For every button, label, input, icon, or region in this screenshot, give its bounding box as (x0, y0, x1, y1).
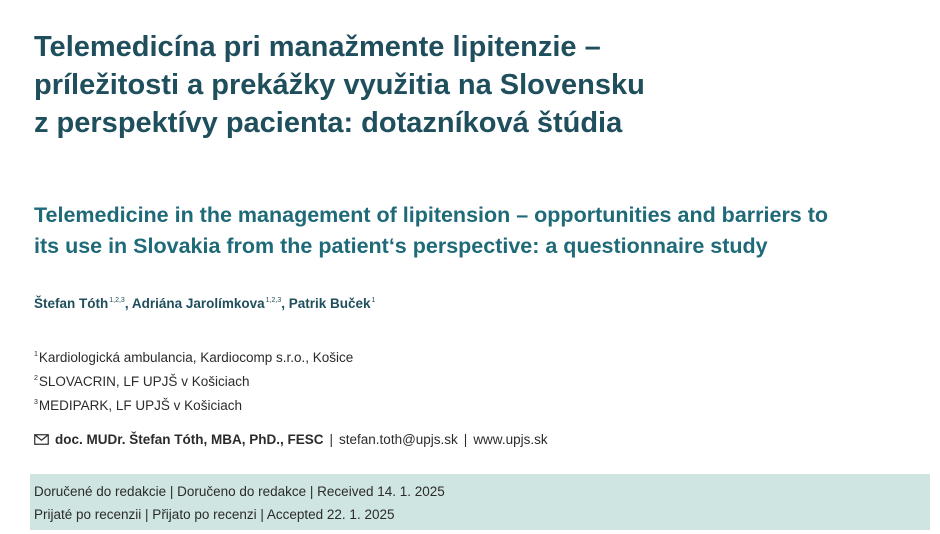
envelope-icon (34, 434, 49, 445)
author-list (34, 296, 375, 311)
affiliation-number: 3 (34, 399, 38, 406)
author-affiliation-marker: 1 (371, 297, 376, 304)
author-name: Štefan Tóth (34, 296, 109, 311)
author-separator: , (281, 296, 289, 311)
title-line: z perspektívy pacienta: dotazníková štúdia (34, 107, 623, 139)
author-affiliation-marker: 1,2,3 (109, 297, 125, 304)
affiliation-item (34, 344, 353, 368)
affiliation-list (34, 344, 353, 416)
contact-separator: | (329, 432, 334, 447)
affiliation-item (34, 392, 353, 416)
title-line: príležitosti a prekážky využitia na Slovensku (34, 69, 645, 101)
title-line: Telemedicína pri manažmente lipitenzie – (34, 31, 601, 63)
corresponding-author (34, 432, 548, 447)
author-affiliation-marker: 1,2,3 (265, 297, 282, 304)
author-name: Patrik Buček (288, 296, 371, 311)
subtitle-line: Telemedicine in the management of lipitension – opportunities and barriers to (34, 203, 829, 227)
affiliation-text: SLOVACRIN, LF UPJŠ v Košiciach (38, 374, 250, 389)
contact-separator: | (463, 432, 468, 447)
affiliation-number: 1 (34, 351, 38, 358)
affiliation-text: Kardiologická ambulancia, Kardiocomp s.r.o., Košice (38, 350, 354, 365)
subtitle-line: its use in Slovakia from the patient‘s perspective: a questionnaire study (34, 234, 768, 258)
corresponding-author-name: doc. MUDr. Štefan Tóth, MBA, PhD., FESC (55, 432, 324, 447)
author-name: Adriána Jarolímkova (131, 296, 265, 311)
accepted-date: Prijaté po recenzii | Přijato po recenzi | Accepted 22. 1. 2025 (34, 507, 395, 522)
email-link[interactable]: stefan.toth@upjs.sk (339, 432, 458, 447)
article-title-slovak (34, 28, 914, 142)
author-separator: , (124, 296, 132, 311)
submission-dates-band (30, 474, 930, 530)
article-title-english (34, 200, 924, 262)
website-link[interactable]: www.upjs.sk (473, 432, 548, 447)
affiliation-item (34, 368, 353, 392)
affiliation-number: 2 (34, 375, 38, 382)
affiliation-text: MEDIPARK, LF UPJŠ v Košiciach (38, 398, 242, 413)
received-date: Doručené do redakcie | Doručeno do redakce | Received 14. 1. 2025 (34, 484, 445, 499)
